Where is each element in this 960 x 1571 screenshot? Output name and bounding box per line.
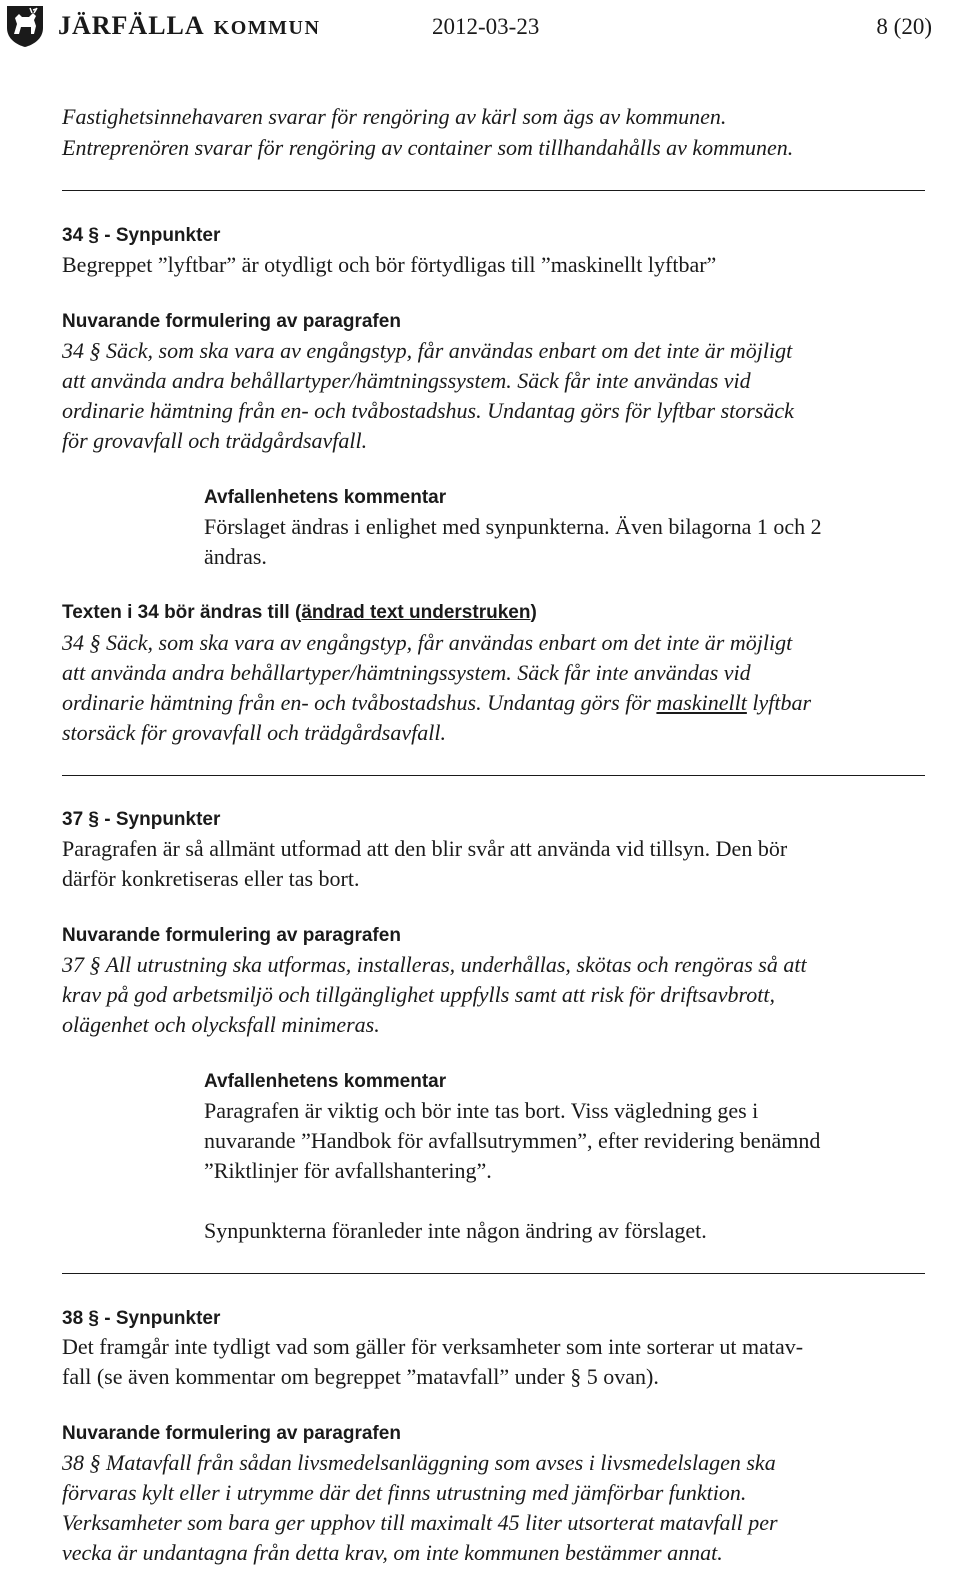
section-heading: 34 § - Synpunkter — [62, 225, 221, 246]
paragraph-line: 37 § All utrustning ska utformas, installeras, underhållas, skötas och rengöras så att — [62, 952, 807, 977]
intro-line: Fastighetsinnehavaren svarar för rengöring av kärl som ägs av kommunen. — [62, 104, 727, 129]
comment-text: fall (se även kommentar om begreppet ”matavfall” under § 5 ovan). — [62, 1364, 659, 1389]
remark-line: Förslaget ändras i enlighet med synpunkterna. Även bilagorna 1 och 2 — [204, 514, 822, 539]
paragraph-line: Verksamheter som bara ger upphov till maximalt 45 liter utsorterat matavfall per — [62, 1510, 778, 1535]
document-date: 2012-03-23 — [432, 14, 540, 39]
remark-line: Paragrafen är viktig och bör inte tas bort. Viss vägledning ges i — [204, 1098, 759, 1123]
comment-text: därför konkretiseras eller tas bort. — [62, 866, 360, 891]
section-divider — [62, 1273, 925, 1274]
section-heading: 37 § - Synpunkter — [62, 809, 221, 830]
paragraph-line: för grovavfall och trädgårdsavfall. — [62, 428, 368, 453]
new-paragraph-line: storsäck för grovavfall och trädgårdsavfall. — [62, 720, 446, 745]
page-number: 8 (20) — [876, 14, 932, 39]
remark-line: ändras. — [204, 544, 267, 569]
paragraph-line: vecka är undantagna från detta krav, om inte kommunen bestämmer annat. — [62, 1540, 723, 1565]
subheading-new-text: Texten i 34 bör ändras till (ändrad text understruken) — [62, 602, 537, 623]
municipality-crest-icon — [5, 4, 45, 48]
new-paragraph-line: ordinarie hämtning från en- och tvåbostadshus. Undantag görs för maskinellt lyftbar — [62, 690, 812, 715]
comment-text: Det framgår inte tydligt vad som gäller för verksamheter som inte sorterar ut matav- — [62, 1334, 804, 1359]
new-paragraph-line: att använda andra behållartyper/hämtningssystem. Säck får inte användas vid — [62, 660, 751, 685]
paragraph-line: olägenhet och olycksfall minimeras. — [62, 1012, 380, 1037]
new-paragraph-line: 34 § Säck, som ska vara av engångstyp, får användas enbart om det inte är möjligt — [62, 630, 793, 655]
paragraph-line: förvaras kylt eller i utrymme där det finns utrustning med jämförbar funktion. — [62, 1480, 747, 1505]
subheading-current: Nuvarande formulering av paragrafen — [62, 1423, 401, 1444]
subheading-current: Nuvarande formulering av paragrafen — [62, 925, 401, 946]
comment-text: Paragrafen är så allmänt utformad att den blir svår att använda vid tillsyn. Den bör — [62, 836, 788, 861]
intro-line: Entreprenören svarar för rengöring av container som tillhandahålls av kommunen. — [62, 135, 794, 160]
paragraph-line: 34 § Säck, som ska vara av engångstyp, får användas enbart om det inte är möjligt — [62, 338, 793, 363]
organization-name: JÄRFÄLLA KOMMUN — [58, 11, 321, 40]
subheading-current: Nuvarande formulering av paragrafen — [62, 311, 401, 332]
section-divider — [62, 190, 925, 191]
subheading-remark: Avfallenhetens kommentar — [204, 1071, 447, 1092]
remark-line: ”Riktlinjer för avfallshantering”. — [204, 1158, 492, 1183]
section-divider — [62, 775, 925, 776]
paragraph-line: 38 § Matavfall från sådan livsmedelsanläggning som avses i livsmedelslagen ska — [62, 1450, 776, 1475]
conclusion-text: Synpunkterna föranleder inte någon ändring av förslaget. — [204, 1218, 707, 1243]
remark-line: nuvarande ”Handbok för avfallsutrymmen”, efter revidering benämnd — [204, 1128, 821, 1153]
paragraph-line: ordinarie hämtning från en- och tvåbostadshus. Undantag görs för lyftbar storsäck — [62, 398, 794, 423]
paragraph-line: att använda andra behållartyper/hämtningssystem. Säck får inte användas vid — [62, 368, 751, 393]
section-heading: 38 § - Synpunkter — [62, 1308, 221, 1329]
paragraph-line: krav på god arbetsmiljö och tillgänglighet uppfylls samt att risk för driftsavbrott, — [62, 982, 775, 1007]
subheading-remark: Avfallenhetens kommentar — [204, 487, 447, 508]
comment-text: Begreppet ”lyftbar” är otydligt och bör förtydligas till ”maskinellt lyftbar” — [62, 252, 717, 277]
